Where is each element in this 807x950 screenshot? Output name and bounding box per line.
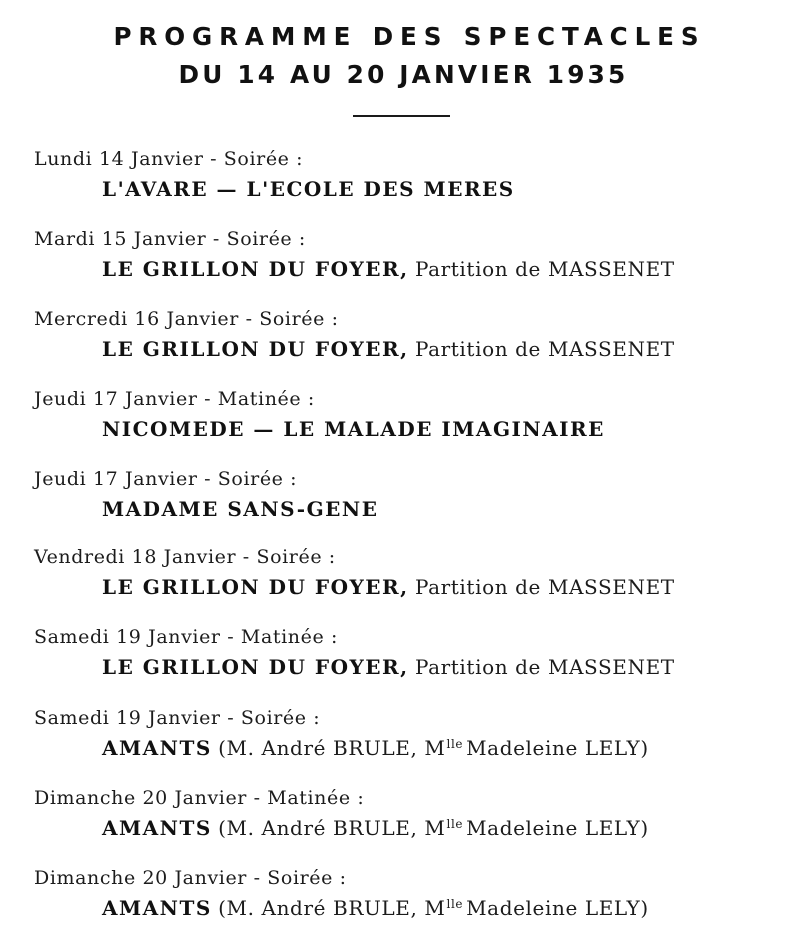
entry-date: Jeudi 17 Janvier - Matinée :: [34, 388, 315, 410]
entry-date: Vendredi 18 Janvier - Soirée :: [34, 546, 336, 568]
entry-date: Dimanche 20 Janvier - Matinée :: [34, 787, 365, 809]
entry-show: [102, 177, 515, 201]
cast-title-abbrev: lle: [446, 897, 464, 911]
show-title: L'AVARE — L'ECOLE DES MERES: [102, 177, 515, 201]
show-note: Partition de MASSENET: [414, 575, 675, 599]
entry-date: Samedi 19 Janvier - Soirée :: [34, 707, 321, 729]
entry-date: Mercredi 16 Janvier - Soirée :: [34, 308, 339, 330]
show-title: LE GRILLON DU FOYER,: [102, 257, 409, 281]
show-note: Partition de MASSENET: [414, 337, 675, 361]
entry-date: Mardi 15 Janvier - Soirée :: [34, 228, 306, 250]
show-title: LE GRILLON DU FOYER,: [102, 575, 409, 599]
show-title: AMANTS: [102, 816, 212, 840]
cast-title-abbrev: lle: [446, 737, 464, 751]
entry-show: [102, 337, 675, 361]
programme-title: PROGRAMME DES SPECTACLES: [113, 22, 706, 51]
cast-part: Madeleine LELY): [466, 736, 649, 760]
entry-show: [102, 896, 649, 920]
show-cast: [218, 896, 649, 920]
show-cast: [218, 816, 649, 840]
entry-show: [102, 497, 378, 521]
entry-show: [102, 736, 649, 760]
show-title: MADAME SANS-GENE: [102, 497, 379, 521]
show-title: AMANTS: [102, 736, 212, 760]
entry-show: [102, 417, 605, 441]
cast-title-abbrev: lle: [446, 817, 464, 831]
programme-date-range: DU 14 AU 20 JANVIER 1935: [178, 60, 629, 89]
entry-show: [102, 257, 675, 281]
entry-date: Lundi 14 Janvier - Soirée :: [34, 148, 304, 170]
entry-date: Jeudi 17 Janvier - Soirée :: [34, 468, 298, 490]
cast-part: Madeleine LELY): [466, 816, 649, 840]
show-title: LE GRILLON DU FOYER,: [102, 655, 409, 679]
show-title: LE GRILLON DU FOYER,: [102, 337, 409, 361]
entry-show: [102, 816, 649, 840]
cast-part: (M. André BRULE, M: [218, 816, 446, 840]
show-title: NICOMEDE — LE MALADE IMAGINAIRE: [102, 417, 605, 441]
show-note: Partition de MASSENET: [414, 655, 675, 679]
entry-date: Samedi 19 Janvier - Matinée :: [34, 626, 338, 648]
cast-part: Madeleine LELY): [466, 896, 649, 920]
cast-part: (M. André BRULE, M: [218, 736, 446, 760]
entry-show: [102, 575, 675, 599]
show-note: Partition de MASSENET: [414, 257, 675, 281]
entry-date: Dimanche 20 Janvier - Soirée :: [34, 867, 347, 889]
entry-show: [102, 655, 675, 679]
title-divider: [353, 115, 450, 117]
show-title: AMANTS: [102, 896, 212, 920]
show-cast: [218, 736, 649, 760]
cast-part: (M. André BRULE, M: [218, 896, 446, 920]
